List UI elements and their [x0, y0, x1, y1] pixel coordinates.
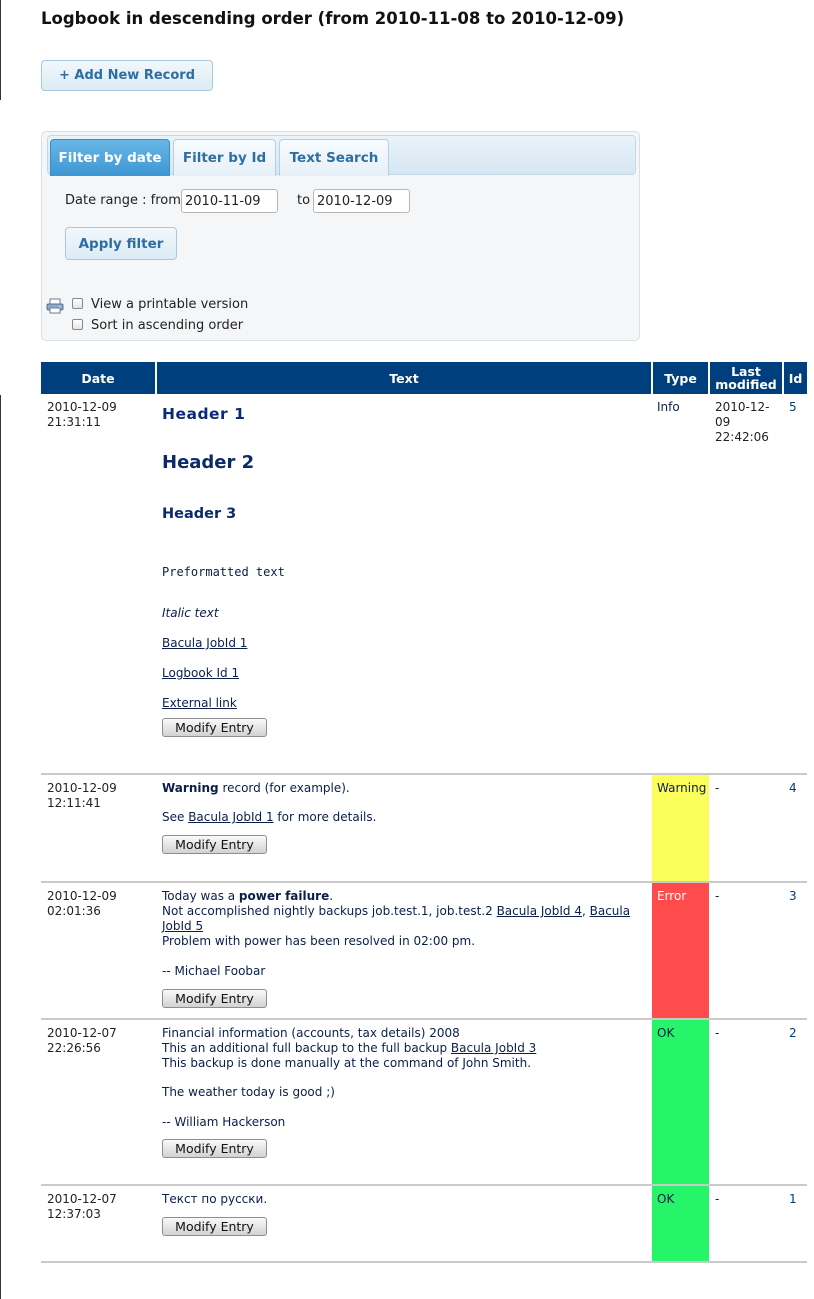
external-link[interactable]: External link — [162, 696, 237, 710]
last-modified-cell: - — [709, 1185, 783, 1262]
date-text: 2010-12-09 — [47, 781, 117, 795]
entry-text: . — [329, 889, 334, 903]
modify-entry-button[interactable]: Modify Entry — [162, 1217, 267, 1236]
id-cell: 4 — [783, 774, 807, 882]
id-cell: 2 — [783, 1019, 807, 1185]
entry-text: Problem with power has been resolved in 02:00 pm. — [162, 934, 476, 948]
modified-time-text: 22:42:06 — [715, 430, 769, 444]
power-failure-bold-text: power failure — [238, 889, 330, 903]
warning-bold-text: Warning — [162, 781, 219, 795]
warning-line-text: record (for example). — [218, 781, 350, 795]
left-border-line — [0, 0, 1, 100]
bacula-jobid-link[interactable]: Bacula JobId 1 — [162, 636, 248, 650]
date-text: 2010-12-07 — [47, 1192, 117, 1206]
last-modified-cell: - — [709, 882, 783, 1019]
modified-date-text: 2010-12-09 — [715, 400, 770, 429]
date-from-input[interactable] — [181, 189, 278, 213]
entry-text: Not accomplished nightly backups job.test.1, job.test.2 — [162, 904, 497, 918]
date-text: 2010-12-09 — [47, 889, 117, 903]
separator-text: , — [581, 904, 590, 918]
last-modified-cell — [709, 394, 783, 774]
column-header-text[interactable]: Text — [156, 362, 652, 394]
time-text: 02:01:36 — [47, 904, 101, 918]
date-cell — [41, 774, 156, 882]
tab-text-search[interactable]: Text Search — [279, 139, 389, 176]
modify-entry-button[interactable]: Modify Entry — [162, 1139, 267, 1158]
filter-tab-bar — [47, 135, 636, 175]
printable-version-label: View a printable version — [91, 297, 249, 312]
printer-icon[interactable] — [46, 298, 64, 314]
text-cell — [156, 882, 652, 1019]
modify-entry-button[interactable]: Modify Entry — [162, 718, 267, 737]
time-text: 21:31:11 — [47, 415, 101, 429]
column-header-last-modified[interactable]: Last modified — [709, 362, 783, 394]
sort-ascending-label: Sort in ascending order — [91, 318, 244, 333]
last-modified-cell: - — [709, 1019, 783, 1185]
id-cell: 5 — [783, 394, 807, 774]
entry-text: Financial information (accounts, tax details) 2008 — [162, 1026, 460, 1040]
table-header-row — [41, 362, 807, 394]
bacula-jobid-link[interactable]: Bacula JobId 1 — [188, 810, 274, 824]
entry-text: This an additional full backup to the full backup — [162, 1041, 451, 1055]
entry-header-2: Header 2 — [162, 452, 255, 473]
signature-text: -- Michael Foobar — [162, 964, 266, 978]
bacula-jobid-link[interactable]: Bacula JobId 4 — [496, 904, 582, 918]
type-cell: Warning — [652, 774, 709, 882]
details-text: for more details. — [273, 810, 377, 824]
date-cell — [41, 1185, 156, 1262]
logbook-id-link[interactable]: Logbook Id 1 — [162, 666, 240, 680]
printable-version-checkbox[interactable] — [72, 298, 83, 309]
column-header-date[interactable]: Date — [41, 362, 156, 394]
sort-ascending-checkbox[interactable] — [72, 319, 83, 330]
entry-text: The weather today is good ;) — [162, 1085, 335, 1099]
date-to-input[interactable] — [313, 189, 410, 213]
text-cell — [156, 1185, 652, 1262]
column-header-id[interactable]: Id — [783, 362, 807, 394]
time-text: 12:11:41 — [47, 796, 101, 810]
filter-panel — [41, 131, 640, 341]
table-row — [41, 394, 807, 774]
entry-italic-text: Italic text — [162, 606, 219, 620]
tab-filter-by-id[interactable]: Filter by Id — [173, 139, 276, 176]
table-row — [41, 1019, 807, 1185]
entry-text: Текст по русски. — [162, 1192, 268, 1206]
id-cell: 3 — [783, 882, 807, 1019]
logbook-table — [41, 362, 807, 1263]
text-cell — [156, 394, 652, 774]
date-cell — [41, 882, 156, 1019]
page-title: Logbook in descending order (from 2010-11-08 to 2010-12-09) — [41, 9, 625, 28]
text-cell — [156, 1019, 652, 1185]
table-row — [41, 774, 807, 882]
signature-text: -- William Hackerson — [162, 1115, 286, 1129]
last-modified-cell: - — [709, 774, 783, 882]
type-cell: Info — [652, 394, 709, 774]
modify-entry-button[interactable]: Modify Entry — [162, 989, 267, 1008]
date-text: 2010-12-09 — [47, 400, 117, 414]
date-to-label: to — [297, 193, 311, 208]
date-range-label: Date range : from — [65, 193, 181, 208]
date-cell — [41, 1019, 156, 1185]
modify-entry-button[interactable]: Modify Entry — [162, 835, 267, 854]
time-text: 12:37:03 — [47, 1207, 101, 1221]
entry-header-1: Header 1 — [162, 405, 246, 423]
text-cell — [156, 774, 652, 882]
column-header-type[interactable]: Type — [652, 362, 709, 394]
table-row — [41, 1185, 807, 1262]
entry-preformatted-text: Preformatted text — [162, 565, 285, 579]
type-cell: OK — [652, 1185, 709, 1262]
type-cell: OK — [652, 1019, 709, 1185]
table-row — [41, 882, 807, 1019]
id-cell: 1 — [783, 1185, 807, 1262]
bacula-jobid-link[interactable]: Bacula JobId 5 — [162, 904, 631, 933]
type-cell: Error — [652, 882, 709, 1019]
tab-filter-by-date[interactable]: Filter by date — [50, 139, 170, 176]
apply-filter-button[interactable]: Apply filter — [65, 227, 177, 260]
see-text: See — [162, 810, 189, 824]
entry-text: This backup is done manually at the command of John Smith. — [162, 1056, 532, 1070]
entry-header-3: Header 3 — [162, 506, 237, 522]
entry-text: Today was a — [162, 889, 239, 903]
left-border-line — [0, 395, 1, 1299]
bacula-jobid-link[interactable]: Bacula JobId 3 — [450, 1041, 537, 1055]
add-new-record-button[interactable]: + Add New Record — [41, 60, 213, 91]
date-cell — [41, 394, 156, 774]
time-text: 22:26:56 — [47, 1041, 101, 1055]
date-text: 2010-12-07 — [47, 1026, 117, 1040]
